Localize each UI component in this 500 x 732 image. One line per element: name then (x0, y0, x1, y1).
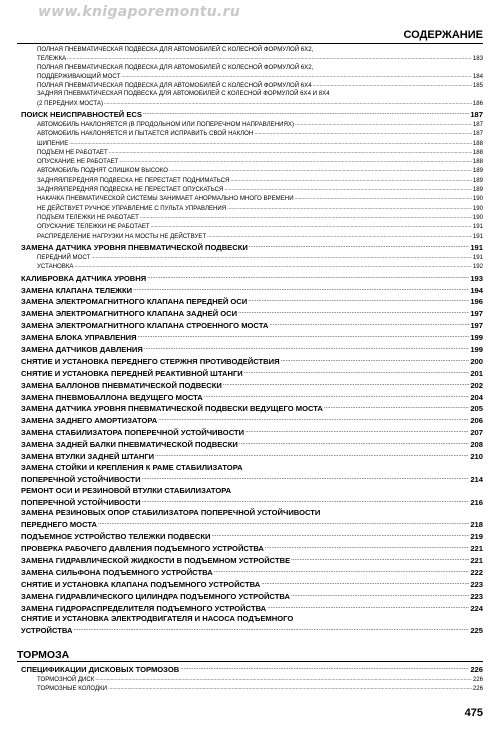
toc-entry (17, 99, 483, 108)
dot-leader (249, 242, 469, 252)
toc-entry-title: УСТАНОВКА (37, 263, 74, 271)
dot-leader (214, 567, 470, 577)
dot-leader (248, 296, 469, 306)
toc-entry (17, 64, 483, 72)
toc-entry-page: 223 (470, 579, 483, 589)
toc-entry-title: ПОИСК НЕИСПРАВНОСТЕЙ ECS (21, 110, 142, 120)
toc-entry-page: 221 (470, 544, 483, 554)
toc-entry (17, 603, 483, 614)
toc-entry-page: 187 (470, 110, 483, 120)
toc-entry (17, 403, 483, 414)
toc-entry (17, 486, 483, 496)
toc-entry (17, 139, 483, 148)
toc-entry (17, 439, 483, 450)
watermark: www.knigaporemontu.ru (38, 4, 241, 20)
toc-entry-page: 214 (470, 474, 483, 484)
dot-leader (313, 81, 472, 89)
toc-entry-title: ПРОВЕРКА РАБОЧЕГО ДАВЛЕНИЯ ПОДЪЕМНОГО УСТРОЙСТВА (21, 544, 264, 554)
toc-entry-page: 199 (470, 344, 483, 354)
toc-entry (17, 285, 483, 296)
toc-entry-title: ПОЛНАЯ ПНЕВМАТИЧЕСКАЯ ПОДВЕСКА ДЛЯ АВТОМОБИЛЕЙ С КОЛЕСНОЙ ФОРМУЛОЙ 6Х4 (37, 82, 312, 90)
chapter-rule (17, 661, 483, 662)
toc-entry-page: 183 (472, 55, 483, 63)
toc-entry-title: СНЯТИЕ И УСТАНОВКА ЭЛЕКТРОДВИГАТЕЛЯ И НАСОСА ПОДЪЕМНОГО (21, 614, 294, 624)
toc-entry (17, 148, 483, 157)
toc-entry (17, 555, 483, 566)
toc-entry-title: АВТОМОБИЛЬ ПОДНЯТ СЛИШКОМ ВЫСОКО (37, 167, 168, 175)
toc-entry (17, 591, 483, 602)
toc-entry (17, 222, 483, 231)
toc-entry-title: ЗАМЕНА ПНЕВМОБАЛЛОНА ВЕДУЩЕГО МОСТА (21, 392, 203, 402)
toc-entry (17, 579, 483, 590)
toc-entry (17, 508, 483, 518)
toc-entry (17, 332, 483, 343)
dot-leader (104, 99, 472, 107)
toc-entry-title: ОПУСКАНИЕ ТЕЛЕЖКИ НЕ РАБОТАЕТ (37, 223, 150, 231)
dot-leader (67, 54, 472, 62)
dot-leader (180, 664, 469, 674)
toc-entry (17, 194, 483, 203)
toc-entry-page: 226 (472, 675, 483, 683)
toc-entry (17, 451, 483, 462)
toc-entry (17, 427, 483, 438)
toc-entry (17, 273, 483, 284)
toc-entry (17, 675, 483, 684)
toc-entry-title: СПЕЦИФИКАЦИИ ДИСКОВЫХ ТОРМОЗОВ (21, 665, 180, 675)
dot-leader (69, 139, 472, 147)
toc-entry-page: 188 (472, 148, 483, 156)
toc-entry (17, 308, 483, 319)
toc-entry-page: 202 (470, 380, 483, 390)
toc-entry-page: 207 (470, 428, 483, 438)
toc-entry-title: НЕ ДЕЙСТВУЕТ РУЧНОЕ УПРАВЛЕНИЕ С ПУЛЬТА УПРАВЛЕНИЯ (37, 204, 227, 212)
toc-entry-title: ЗАМЕНА РЕЗИНОВЫХ ОПОР СТАБИЛИЗАТОРА ПОПЕРЕЧНОЙ УСТОЙЧИВОСТИ (21, 508, 321, 518)
table-of-contents (17, 46, 483, 636)
dot-leader (155, 451, 469, 461)
toc-entry-page: 225 (470, 626, 483, 636)
toc-entry-page: 208 (470, 440, 483, 450)
dot-leader (138, 332, 470, 342)
toc-entry (17, 368, 483, 379)
toc-entry-page: 224 (470, 603, 483, 613)
toc-entry (17, 463, 483, 473)
toc-entry-page: 187 (472, 120, 483, 128)
toc-entry (17, 120, 483, 129)
toc-entry-title: ШИПЕНИЕ (37, 139, 69, 147)
toc-entry-page: 199 (470, 333, 483, 343)
toc-entry-title: ТОРМОЗНОЙ ДИСК (37, 675, 95, 683)
toc-entry-title: (2 ПЕРЕДНИХ МОСТА) (37, 99, 103, 107)
toc-entry (17, 176, 483, 185)
toc-entry-page: 226 (470, 665, 483, 675)
toc-entry (17, 213, 483, 222)
toc-entry-page: 226 (472, 685, 483, 693)
toc-entry (17, 185, 483, 194)
toc-entry-title: ЗАМЕНА ДАТЧИКА УРОВНЯ ПНЕВМАТИЧЕСКОЙ ПОДВЕСКИ ВЕДУЩЕГО МОСТА (21, 404, 323, 414)
toc-entry (17, 344, 483, 355)
toc-entry-title: ЗАДНЯЯ/ПЕРЕДНЯЯ ПОДВЕСКА НЕ ПЕРЕСТАЕТ ПОДНИМАТЬСЯ (37, 176, 230, 184)
toc-entry-page: 184 (472, 72, 483, 80)
toc-entry-title: ТОРМОЗНЫЕ КОЛОДКИ (37, 685, 108, 693)
toc-entry (17, 614, 483, 624)
toc-entry (17, 519, 483, 530)
dot-leader (140, 213, 472, 221)
toc-entry-page: 197 (470, 309, 483, 319)
toc-entry (17, 232, 483, 241)
toc-entry-page: 186 (472, 99, 483, 107)
toc-entry (17, 46, 483, 54)
dot-leader (295, 194, 472, 202)
toc-entry-title: ЗАМЕНА ЭЛЕКТРОМАГНИТНОГО КЛАПАНА СТРОЕННОГО МОСТА (21, 321, 269, 331)
toc-entry (17, 684, 483, 693)
toc-entry-title: АВТОМОБИЛЬ НАКЛОНЯЕТСЯ (В ПРОДОЛЬНОМ ИЛИ ПОПЕРЕЧНОМ НАПРАВЛЕНИЯХ) (37, 120, 294, 128)
dot-leader (108, 684, 472, 692)
dot-leader (324, 403, 469, 413)
toc-entry-title: СНЯТИЕ И УСТАНОВКА КЛАПАНА ПОДЪЕМНОГО УСТРОЙСТВА (21, 579, 261, 589)
toc-entry (17, 54, 483, 63)
toc-entry-page: 210 (470, 451, 483, 461)
dot-leader (269, 320, 469, 330)
toc-entry-title: ЗАМЕНА СТАБИЛИЗАТОРА ПОПЕРЕЧНОЙ УСТОЙЧИВОСТИ (21, 428, 245, 438)
dot-leader (238, 308, 469, 318)
toc-entry-title: ЗАМЕНА БЛОКА УПРАВЛЕНИЯ (21, 333, 137, 343)
dot-leader (204, 392, 470, 402)
toc-entry-title: ЗАМЕНА СИЛЬФОНА ПОДЪЕМНОГО УСТРОЙСТВА (21, 567, 213, 577)
dot-leader (291, 591, 469, 601)
dot-leader (169, 166, 472, 174)
toc-entry-page: 194 (470, 285, 483, 295)
toc-entry-page: 200 (470, 356, 483, 366)
dot-leader (74, 262, 471, 270)
dot-leader (121, 72, 472, 80)
toc-entry-title: ЗАМЕНА ЗАДНЕГО АМОРТИЗАТОРА (21, 416, 158, 426)
dot-leader (224, 185, 471, 193)
toc-entry-title: ОПУСКАНИЕ НЕ РАБОТАЕТ (37, 158, 119, 166)
toc-entry-title: СНЯТИЕ И УСТАНОВКА ПЕРЕДНЕЙ РЕАКТИВНОЙ ШТАНГИ (21, 368, 243, 378)
toc-entry-page: 189 (472, 176, 483, 184)
toc-entry (17, 380, 483, 391)
toc-entry-title: ЗАДНЯЯ ПНЕВМАТИЧЕСКАЯ ПОДВЕСКА ДЛЯ АВТОМОБИЛЕЙ С КОЛЕСНОЙ ФОРМУЛОЙ 6Х4 И 8Х4 (37, 90, 330, 98)
dot-leader (239, 439, 469, 449)
dot-leader (151, 222, 472, 230)
toc-entry-title: ПОЛНАЯ ПНЕВМАТИЧЕСКАЯ ПОДВЕСКА ДЛЯ АВТОМОБИЛЕЙ С КОЛЕСНОЙ ФОРМУЛОЙ 6Х2, (37, 46, 314, 53)
toc-entry (17, 497, 483, 508)
dot-leader (291, 555, 469, 565)
toc-entry-page: 205 (470, 404, 483, 414)
dot-leader (143, 109, 469, 119)
toc-entry-page: 190 (472, 204, 483, 212)
toc-entry-page: 206 (470, 416, 483, 426)
toc-entry-title: ЗАМЕНА СТОЙКИ И КРЕПЛЕНИЯ К РАМЕ СТАБИЛИЗАТОРА (21, 462, 243, 472)
toc-entry-page: 218 (470, 520, 483, 530)
dot-leader (95, 675, 471, 683)
dot-leader (207, 232, 472, 240)
toc-entry (17, 90, 483, 98)
toc-entry-title: СНЯТИЕ И УСТАНОВКА ПЕРЕДНЕГО СТЕРЖНЯ ПРОТИВОДЕЙСТВИЯ (21, 356, 280, 366)
dot-leader (91, 253, 472, 261)
toc-entry (17, 166, 483, 175)
toc-entry-page: 191 (472, 223, 483, 231)
toc-entry-title: ТЕЛЕЖКА (37, 55, 67, 63)
toc-entry-title: УСТРОЙСТВА (21, 626, 73, 636)
toc-entry-page: 222 (470, 567, 483, 577)
toc-entry-title: ПОДЪЕМНОЕ УСТРОЙСТВО ТЕЛЕЖКИ ПОДВЕСКИ (21, 532, 211, 542)
toc-entry-page: 188 (472, 139, 483, 147)
toc-entry-title: ЗАМЕНА ЗАДНЕЙ БАЛКИ ПНЕВМАТИЧЕСКОЙ ПОДВЕСКИ (21, 440, 238, 450)
dot-leader (211, 531, 469, 541)
toc-entry-page: 189 (472, 167, 483, 175)
chapter-table-of-contents (17, 663, 483, 693)
toc-entry-page: 196 (470, 297, 483, 307)
dot-leader (261, 579, 469, 589)
toc-entry-page: 191 (470, 243, 483, 253)
toc-entry (17, 204, 483, 213)
dot-leader (147, 273, 469, 283)
toc-entry-title: ЗАМЕНА ВТУЛКИ ЗАДНЕЙ ШТАНГИ (21, 451, 155, 461)
toc-entry-title: ПОЛНАЯ ПНЕВМАТИЧЕСКАЯ ПОДВЕСКА ДЛЯ АВТОМОБИЛЕЙ С КОЛЕСНОЙ ФОРМУЛОЙ 6Х2, (37, 63, 314, 71)
header-rule (17, 43, 483, 44)
toc-entry-title: НАКАЧКА ПНЕВМАТИЧЕСКОЙ СИСТЕМЫ ЗАНИМАЕТ АНОРМАЛЬНО МНОГО ВРЕМЕНИ (37, 195, 294, 203)
toc-entry-title: ЗАМЕНА ДАТЧИКА УРОВНЯ ПНЕВМАТИЧЕСКОЙ ПОДВЕСКИ (21, 243, 248, 253)
dot-leader (158, 415, 469, 425)
toc-entry-title: ЗАМЕНА ГИДРАВЛИЧЕСКОГО ЦИЛИНДРА ПОДЪЕМНОГО УСТРОЙСТВА (21, 591, 290, 601)
page-number: 475 (464, 707, 483, 719)
toc-entry-page: 191 (472, 253, 483, 261)
chapter-title: ТОРМОЗА (17, 649, 70, 661)
toc-entry-title: ЗАДНЯЯ/ПЕРЕДНЯЯ ПОДВЕСКА НЕ ПЕРЕСТАЕТ ОПУСКАТЬСЯ (37, 186, 224, 194)
toc-entry-page: 192 (472, 263, 483, 271)
dot-leader (98, 519, 469, 529)
toc-entry-title: РАСПРЕДЕЛЕНИЕ НАГРУЗКИ НА МОСТЫ НЕ ДЕЙСТВУЕТ (37, 232, 207, 240)
toc-entry-title: ПЕРЕДНИЙ МОСТ (37, 253, 91, 261)
toc-entry (17, 567, 483, 578)
toc-entry (17, 625, 483, 636)
toc-entry-title: ЗАМЕНА КЛАПАНА ТЕЛЕЖКИ (21, 285, 133, 295)
toc-entry-title: РЕМОНТ ОСИ И РЕЗИНОВОЙ ВТУЛКИ СТАБИЛИЗАТОРА (21, 485, 232, 495)
toc-entry-page: 190 (472, 195, 483, 203)
toc-entry (17, 72, 483, 81)
toc-entry (17, 415, 483, 426)
toc-entry-page: 187 (472, 130, 483, 138)
toc-entry (17, 392, 483, 403)
toc-entry-title: АВТОМОБИЛЬ НАКЛОНЯЕТСЯ И ПЫТАЕТСЯ ИСПРАВИТЬ СВОЙ НАКЛОН (37, 130, 254, 138)
dot-leader (142, 474, 470, 484)
dot-leader (265, 543, 469, 553)
dot-leader (267, 603, 469, 613)
toc-entry-page: 191 (472, 232, 483, 240)
toc-entry (17, 253, 483, 262)
toc-entry-title: ЗАМЕНА БАЛЛОНОВ ПНЕВМАТИЧЕСКОЙ ПОДВЕСКИ (21, 380, 222, 390)
toc-entry (17, 664, 483, 675)
toc-entry-page: 223 (470, 591, 483, 601)
toc-entry (17, 356, 483, 367)
toc-entry-title: ПОДДЕРЖИВАЮЩИЙ МОСТ (37, 72, 121, 80)
toc-entry-page: 188 (472, 158, 483, 166)
toc-entry-title: ПОПЕРЕЧНОЙ УСТОЙЧИВОСТИ (21, 497, 141, 507)
toc-entry (17, 543, 483, 554)
dot-leader (144, 344, 470, 354)
toc-entry-title: КАЛИБРОВКА ДАТЧИКА УРОВНЯ (21, 273, 147, 283)
toc-entry-title: ПОПЕРЕЧНОЙ УСТОЙЧИВОСТИ (21, 474, 141, 484)
page-header-title: СОДЕРЖАНИЕ (403, 29, 483, 41)
dot-leader (281, 356, 470, 366)
dot-leader (133, 285, 469, 295)
dot-leader (295, 120, 472, 128)
toc-entry-title: ПОДЪЕМ ТЕЛЕЖКИ НЕ РАБОТАЕТ (37, 213, 139, 221)
toc-entry-page: 197 (470, 321, 483, 331)
toc-entry-page: 193 (470, 273, 483, 283)
toc-entry-title: ЗАМЕНА ДАТЧИКОВ ДАВЛЕНИЯ (21, 344, 143, 354)
dot-leader (109, 148, 472, 156)
toc-entry-page: 189 (472, 186, 483, 194)
toc-entry-page: 216 (470, 497, 483, 507)
toc-entry-page: 190 (472, 213, 483, 221)
toc-entry (17, 296, 483, 307)
toc-entry (17, 531, 483, 542)
toc-entry-page: 204 (470, 392, 483, 402)
dot-leader (227, 204, 472, 212)
toc-entry-title: ЗАМЕНА ЭЛЕКТРОМАГНИТНОГО КЛАПАНА ПЕРЕДНЕЙ ОСИ (21, 297, 248, 307)
toc-entry-title: ПОДЪЕМ НЕ РАБОТАЕТ (37, 148, 108, 156)
dot-leader (254, 129, 472, 137)
toc-entry-page: 201 (470, 368, 483, 378)
dot-leader (245, 427, 469, 437)
toc-entry (17, 157, 483, 166)
dot-leader (74, 625, 470, 635)
toc-entry-page: 219 (470, 532, 483, 542)
dot-leader (244, 368, 470, 378)
toc-entry (17, 320, 483, 331)
dot-leader (142, 497, 470, 507)
dot-leader (230, 176, 471, 184)
dot-leader (119, 157, 471, 165)
toc-entry (17, 474, 483, 485)
toc-entry-title: ЗАМЕНА ГИДРОРАСПРЕДЕЛИТЕЛЯ ПОДЪЕМНОГО УСТРОЙСТВА (21, 603, 267, 613)
dot-leader (223, 380, 470, 390)
toc-entry (17, 242, 483, 253)
toc-entry-title: ПЕРЕДНЕГО МОСТА (21, 520, 98, 530)
toc-entry-page: 185 (472, 82, 483, 90)
toc-entry-page: 221 (470, 555, 483, 565)
toc-entry (17, 109, 483, 120)
toc-entry-title: ЗАМЕНА ЭЛЕКТРОМАГНИТНОГО КЛАПАНА ЗАДНЕЙ ОСИ (21, 309, 238, 319)
toc-entry (17, 262, 483, 271)
toc-entry-title: ЗАМЕНА ГИДРАВЛИЧЕСКОЙ ЖИДКОСТИ В ПОДЪЕМНОМ УСТРОЙСТВЕ (21, 555, 291, 565)
toc-entry (17, 129, 483, 138)
